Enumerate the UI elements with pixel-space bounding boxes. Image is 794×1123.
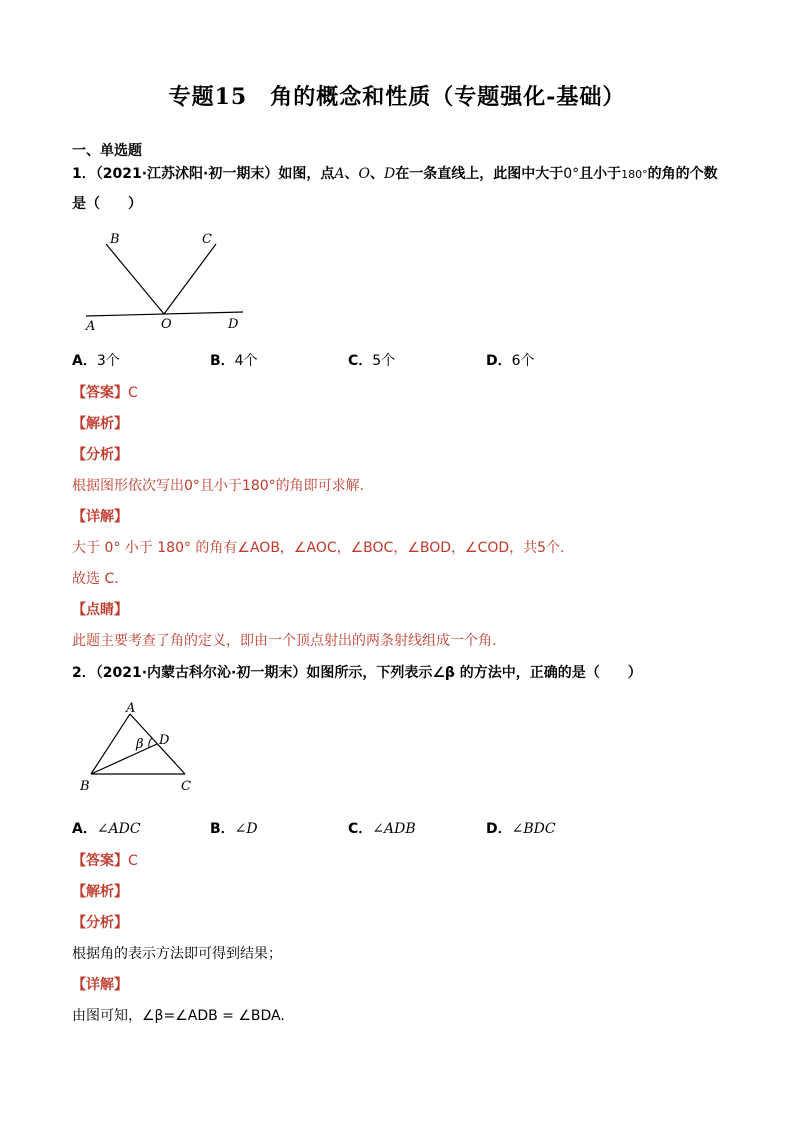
- q1-stem-a: 如图，点: [278, 166, 335, 182]
- q1-option-b[interactable]: B．4个: [210, 353, 258, 369]
- q2-figure: [76, 700, 206, 796]
- q1-stem-d: 的角的个数: [647, 166, 718, 182]
- q2-option-b[interactable]: B．∠D: [210, 821, 258, 837]
- q2-number: 2．: [72, 665, 96, 681]
- label-beta: β: [136, 737, 144, 752]
- ray-oc: [164, 244, 216, 314]
- q2-option-d[interactable]: D．∠BDC: [486, 821, 556, 837]
- label-c: C: [181, 779, 191, 794]
- q2-detail-label: 【详解】: [72, 977, 128, 993]
- q1-point-d: D: [383, 166, 396, 182]
- section-heading: 一、单选题: [72, 143, 142, 159]
- q1-deg180: 180°: [621, 168, 648, 181]
- q2-fenxi-label: 【分析】: [72, 915, 128, 931]
- q1-detail-text2: 故选 C.: [72, 571, 119, 587]
- q1-point-a: A: [334, 166, 345, 182]
- q2-stem-text: 如图所示，下列表示∠β 的方法中，正确的是（ ）: [306, 665, 642, 681]
- label-c: C: [202, 232, 212, 247]
- q2-source: （2021·内蒙古科尔沁·初一期末）: [95, 665, 307, 681]
- ray-ob: [106, 244, 164, 314]
- q1-tip-text: 此题主要考查了角的定义，即由一个顶点射出的两条射线组成一个角.: [72, 633, 497, 649]
- q1-stem-b: 在一条直线上，此图中大于: [395, 166, 564, 182]
- q1-tip-label: 【点睛】: [72, 602, 128, 618]
- q2-detail-text: 由图可知，∠β=∠ADB = ∠BDA.: [72, 1008, 285, 1024]
- q1-detail-label: 【详解】: [72, 509, 128, 525]
- q2-stem: [72, 662, 642, 682]
- q1-analysis-label: 【解析】: [72, 416, 128, 432]
- q1-deg0: 0°: [563, 166, 580, 182]
- label-d: D: [159, 733, 170, 748]
- q2-analysis-label: 【解析】: [72, 884, 128, 900]
- q2-fenxi-text: 根据角的表示方法即可得到结果；: [72, 946, 282, 962]
- q1-fenxi-text: 根据图形依次写出0°且小于180°的角即可求解.: [72, 478, 365, 494]
- q1-answer: 【答案】C: [72, 385, 138, 401]
- q1-stem-line2: 是（ ）: [72, 196, 142, 212]
- q1-source: （2021·江苏沭阳·初一期末）: [95, 166, 279, 182]
- label-d: D: [228, 317, 239, 332]
- q1-figure: [80, 228, 250, 336]
- q1-stem-c: 且小于: [579, 166, 622, 182]
- q2-option-c[interactable]: C．∠ADB: [348, 821, 416, 837]
- q1-fenxi-label: 【分析】: [72, 447, 128, 463]
- label-a: A: [126, 701, 136, 716]
- q1-detail-text: 大于 0° 小于 180° 的角有∠AOB，∠AOC，∠BOC，∠BOD，∠COD，共5个.: [72, 540, 565, 556]
- label-b: B: [110, 232, 120, 247]
- label-b: B: [80, 779, 90, 794]
- q1-stem: 1．（2021·江苏沭阳·初一期末）如图，点A、O、D在一条直线上，此图中大于0°且小于180°的角的个数: [72, 166, 718, 182]
- label-o: O: [161, 317, 172, 332]
- q1-option-c[interactable]: C．5个: [348, 353, 396, 369]
- q1-number: 1．: [72, 166, 96, 182]
- q1-option-d[interactable]: D．6个: [486, 353, 535, 369]
- q1-point-o: O: [358, 166, 370, 182]
- label-a: A: [86, 319, 96, 334]
- q1-option-a[interactable]: A．3个: [72, 353, 120, 369]
- page-title: 专题15 角的概念和性质（专题强化-基础）: [168, 84, 626, 110]
- q2-answer: 【答案】C: [72, 853, 138, 869]
- q2-option-a[interactable]: A．∠ADC: [72, 821, 141, 837]
